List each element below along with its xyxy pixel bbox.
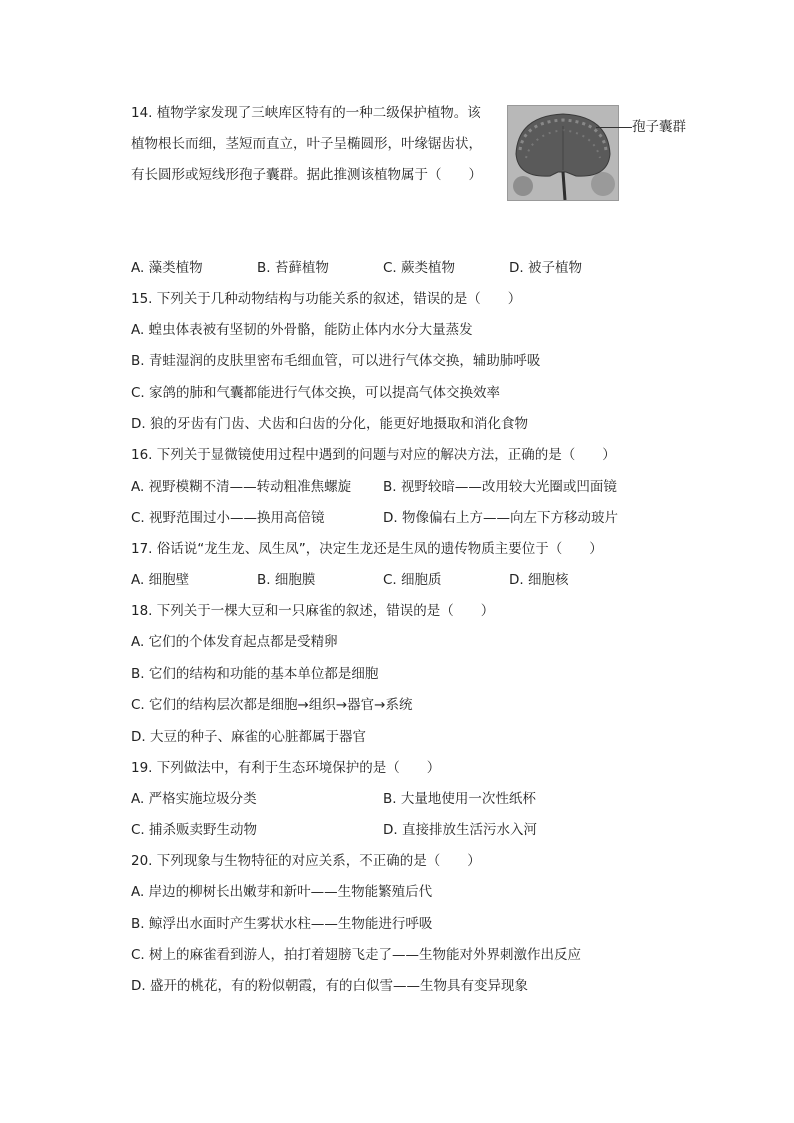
q18-option-c: C. 它们的结构层次都是细胞→组织→器官→系统 bbox=[131, 697, 413, 713]
q19-option-a: A. 严格实施垃圾分类 bbox=[131, 791, 257, 807]
q15-stem: 15. 下列关于几种动物结构与功能关系的叙述，错误的是（ ） bbox=[131, 291, 522, 307]
q14-option-a: A. 藻类植物 bbox=[131, 260, 203, 276]
q16-option-a: A. 视野模糊不清——转动粗准焦螺旋 bbox=[131, 479, 352, 495]
q19-stem: 19. 下列做法中，有利于生态环境保护的是（ ） bbox=[131, 760, 441, 776]
q14-stem-line-3: 有长圆形或短线形孢子囊群。据此推测该植物属于（ ） bbox=[131, 167, 482, 183]
q14-stem-line-2: 植物根长而细，茎短而直立，叶子呈椭圆形，叶缘锯齿状， bbox=[131, 136, 482, 152]
q16-option-b: B. 视野较暗——改用较大光圈或凹面镜 bbox=[383, 479, 617, 495]
q18-option-d: D. 大豆的种子、麻雀的心脏都属于器官 bbox=[131, 729, 366, 745]
q17-option-a: A. 细胞壁 bbox=[131, 572, 190, 588]
q19-option-d: D. 直接排放生活污水入河 bbox=[383, 822, 537, 838]
fern-leaf-photo bbox=[507, 105, 619, 201]
q20-stem: 20. 下列现象与生物特征的对应关系，不正确的是（ ） bbox=[131, 853, 481, 869]
q14-stem-line-1: 14. 植物学家发现了三峡库区特有的一种二级保护植物。该 bbox=[131, 105, 481, 121]
q17-option-c: C. 细胞质 bbox=[383, 572, 442, 588]
q20-option-c: C. 树上的麻雀看到游人，拍打着翅膀飞走了——生物能对外界刺激作出反应 bbox=[131, 947, 582, 963]
q19-option-b: B. 大量地使用一次性纸杯 bbox=[383, 791, 536, 807]
q15-option-c: C. 家鸽的肺和气囊都能进行气体交换，可以提高气体交换效率 bbox=[131, 385, 501, 401]
figure-callout-label: 孢子囊群 bbox=[632, 119, 686, 135]
q15-option-d: D. 狼的牙齿有门齿、犬齿和臼齿的分化，能更好地摄取和消化食物 bbox=[131, 416, 528, 432]
q14-option-b: B. 苔藓植物 bbox=[257, 260, 329, 276]
q14-option-d: D. 被子植物 bbox=[509, 260, 582, 276]
q17-option-d: D. 细胞核 bbox=[509, 572, 569, 588]
q18-option-b: B. 它们的结构和功能的基本单位都是细胞 bbox=[131, 666, 379, 682]
q20-option-b: B. 鲸浮出水面时产生雾状水柱——生物能进行呼吸 bbox=[131, 916, 433, 932]
q16-option-d: D. 物像偏右上方——向左下方移动玻片 bbox=[383, 510, 618, 526]
q17-option-b: B. 细胞膜 bbox=[257, 572, 316, 588]
q15-option-b: B. 青蛙湿润的皮肤里密布毛细血管，可以进行气体交换，辅助肺呼吸 bbox=[131, 353, 541, 369]
q20-option-d: D. 盛开的桃花，有的粉似朝霞，有的白似雪——生物具有变异现象 bbox=[131, 978, 528, 994]
q14-option-c: C. 蕨类植物 bbox=[383, 260, 456, 276]
q17-stem: 17. 俗话说“龙生龙、凤生凤”，决定生龙还是生凤的遗传物质主要位于（ ） bbox=[131, 541, 603, 557]
q19-option-c: C. 捕杀贩卖野生动物 bbox=[131, 822, 258, 838]
q16-stem: 16. 下列关于显微镜使用过程中遇到的问题与对应的解决方法，正确的是（ ） bbox=[131, 447, 616, 463]
q15-option-a: A. 蝗虫体表被有坚韧的外骨骼，能防止体内水分大量蒸发 bbox=[131, 322, 473, 338]
q16-option-c: C. 视野范围过小——换用高倍镜 bbox=[131, 510, 325, 526]
figure-callout-line bbox=[596, 127, 632, 128]
fern-leaf-illustration bbox=[508, 106, 618, 200]
q20-option-a: A. 岸边的柳树长出嫩芽和新叶——生物能繁殖后代 bbox=[131, 884, 433, 900]
q18-stem: 18. 下列关于一棵大豆和一只麻雀的叙述，错误的是（ ） bbox=[131, 603, 495, 619]
q18-option-a: A. 它们的个体发育起点都是受精卵 bbox=[131, 634, 338, 650]
